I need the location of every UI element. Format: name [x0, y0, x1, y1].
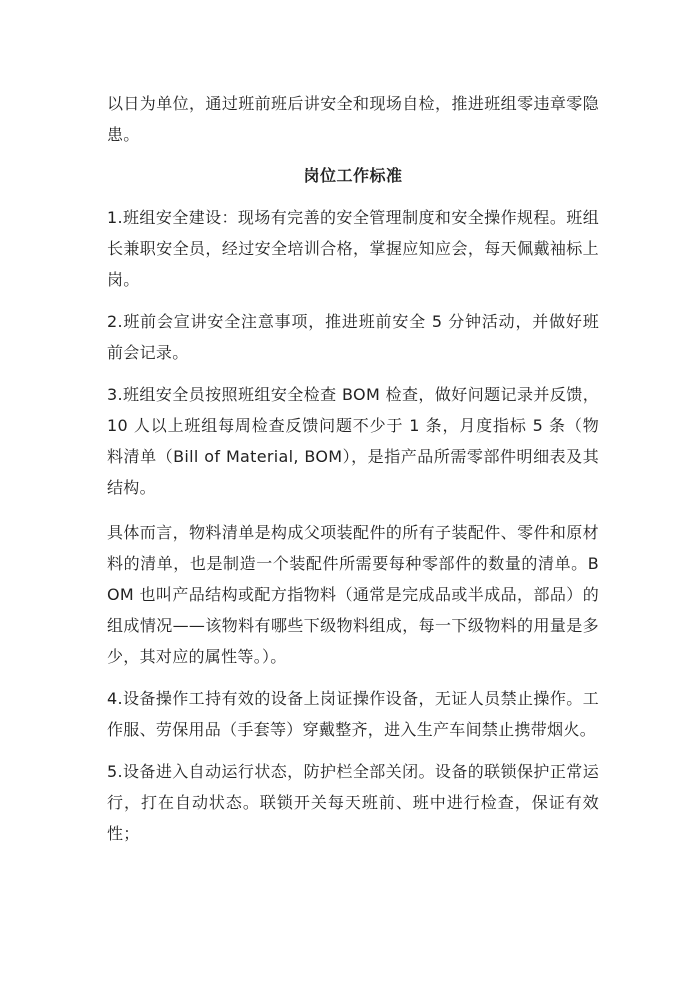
document-body	[107, 88, 599, 849]
paragraph-1: 1.班组安全建设：现场有完善的安全管理制度和安全操作规程。班组长兼职安全员，经过安全培训合格，掌握应知应会，每天佩戴袖标上岗。	[107, 208, 599, 289]
paragraph-3: 3.班组安全员按照班组安全检查 BOM 检查，做好问题记录并反馈，10 人以上班组每周检查反馈问题不少于 1 条，月度指标 5 条（物料清单（Bill of Material, BOM），是指产品所需零部件明细表及其结构。	[107, 385, 599, 497]
paragraph-5: 5.设备进入自动运行状态，防护栏全部关闭。设备的联锁保护正常运行，打在自动状态。联锁开关每天班前、班中进行检查，保证有效性；	[107, 762, 599, 843]
paragraph-4: 4.设备操作工持有效的设备上岗证操作设备，无证人员禁止操作。工作服、劳保用品（手套等）穿戴整齐，进入生产车间禁止携带烟火。	[107, 689, 599, 739]
section-heading: 岗位工作标准	[303, 166, 403, 185]
paragraph-bom-detail: 具体而言，物料清单是构成父项装配件的所有子装配件、零件和原材料的清单，也是制造一个装配件所需要每种零部件的数量的清单。BOM 也叫产品结构或配方指物料（通常是完成品或半成品，部品）的组成情况——该物料有哪些下级物料组成，每一下级物料的用量是多少，其对应的属性等。）。	[107, 523, 599, 666]
paragraph-2: 2.班前会宣讲安全注意事项，推进班前安全 5 分钟活动，并做好班前会记录。	[107, 312, 599, 362]
intro-paragraph: 以日为单位，通过班前班后讲安全和现场自检，推进班组零违章零隐患。	[107, 94, 599, 144]
